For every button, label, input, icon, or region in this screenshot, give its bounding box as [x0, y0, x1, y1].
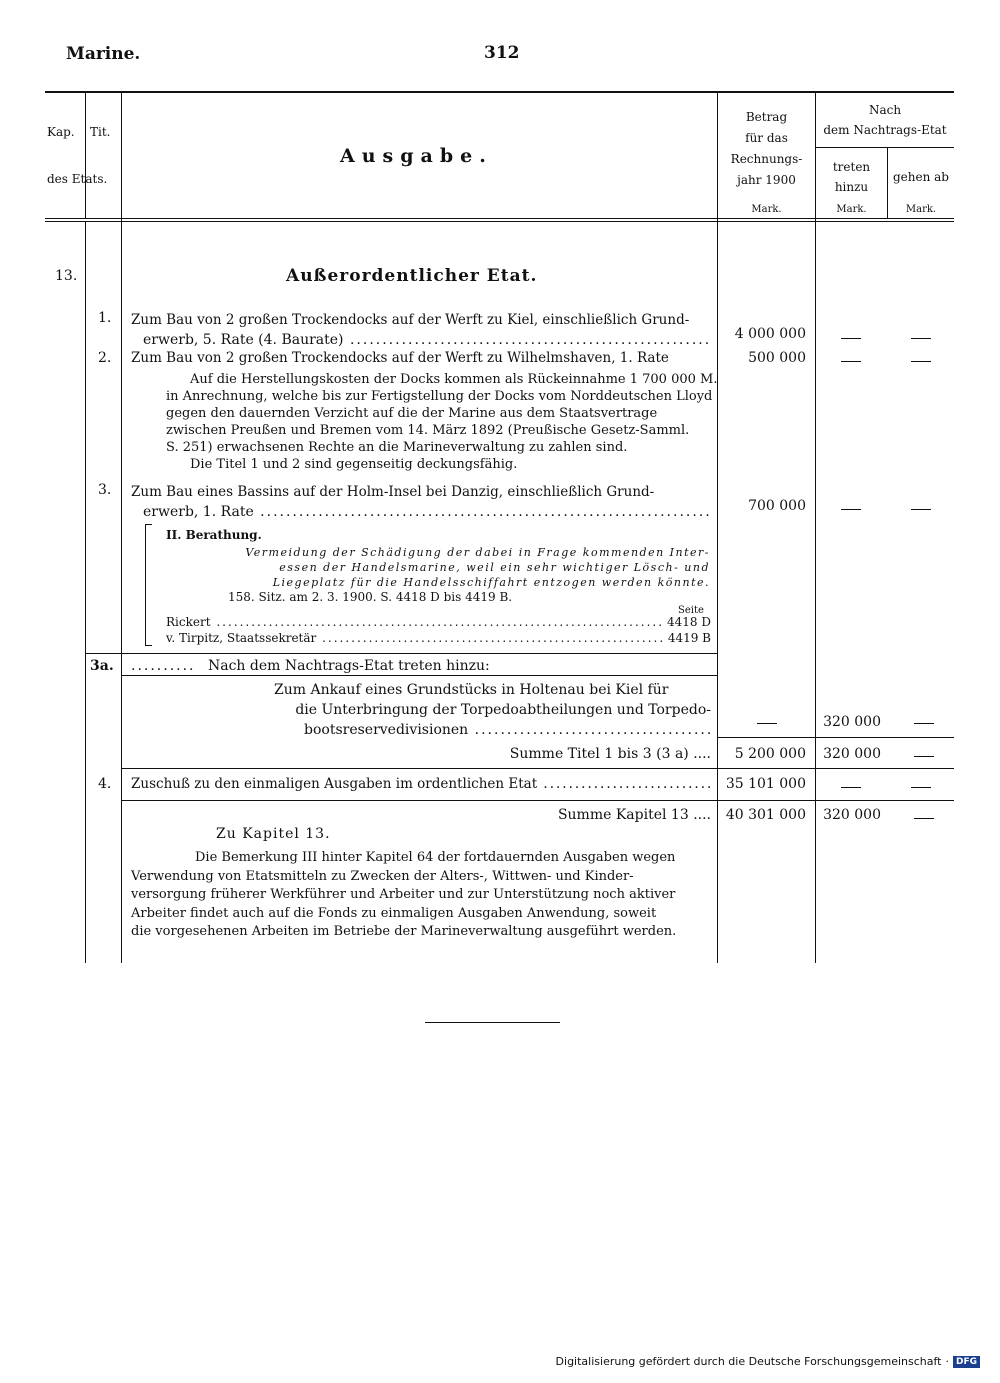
header-des-etats: des Etats. [47, 172, 108, 186]
row-rule [121, 768, 954, 769]
header-betrag-line: Betrag [745, 110, 788, 124]
item-3a-treten: 320 000 [823, 714, 881, 730]
vline-text-betrag [717, 93, 718, 963]
item-amount: 700 000 [748, 498, 806, 514]
item-4-amount: 35 101 000 [725, 776, 806, 792]
speaker-list [166, 614, 711, 646]
zu-kapitel-line: Die Bemerkung III hinter Kapitel 64 der fortdauernden Ausgaben wegen [195, 850, 676, 865]
dash [911, 509, 931, 510]
section-title: Außerordentlicher Etat. [286, 266, 538, 286]
item-line-leader [131, 502, 711, 522]
running-head: Marine. [66, 44, 141, 64]
speaker-row [166, 614, 711, 630]
item-3a-line: bootsreservedivisionen [304, 722, 469, 738]
zu-kapitel-line: versorgung früherer Werkführer und Arbeiter und zur Unterstützung noch aktiver [131, 887, 676, 902]
item-4-text: Zuschuß zu den einmaligen Ausgaben im ordentlichen Etat [131, 776, 538, 792]
zu-kapitel-line: die vorgesehenen Arbeiten im Betriebe der Marineverwaltung ausgeführt werden. [131, 924, 677, 939]
item-amount: 4 000 000 [734, 326, 806, 342]
item-4-text-wrap [131, 776, 711, 792]
note-line: in Anrechnung, welche bis zur Fertigstellung der Docks vom Norddeutschen Lloyd [166, 389, 713, 404]
intro-dots: .......... [131, 658, 196, 674]
zu-kapitel-line: Arbeiter findet auch auf die Fonds zu einmaligen Ausgaben Anwendung, soweit [131, 905, 657, 921]
seite-label: Seite [678, 605, 704, 616]
dfg-logo-icon: DFG [953, 1356, 980, 1368]
item-3a-intro [131, 658, 490, 674]
note-line: S. 251) erwachsenen Rechte an die Marineverwaltung zu zahlen sind. [166, 440, 628, 455]
berathung-line: Liegeplatz für die Handelsschiffahrt entzogen werden könnte. [272, 576, 710, 589]
dash [911, 338, 931, 339]
berathung-heading: II. Berathung. [166, 528, 262, 542]
header-betrag [718, 107, 815, 191]
end-rule [425, 1022, 560, 1023]
vline-betrag-nach [815, 93, 816, 963]
item-tit: 1. [98, 310, 112, 326]
item-amount: 500 000 [748, 350, 806, 366]
page-number: 312 [484, 43, 520, 63]
item-line: Zum Bau von 2 großen Trockendocks auf der Werft zu Kiel, einschließlich Grund- [131, 312, 690, 328]
header-treten-mark: Mark. [836, 204, 867, 215]
item-notes [166, 371, 718, 473]
kapitel-number: 13. [55, 268, 78, 284]
dash [841, 338, 861, 339]
header-betrag-line: Rechnungs- [730, 152, 803, 166]
vline-kap-tit [85, 93, 86, 218]
row-rule [85, 653, 717, 654]
header-betrag-mark: Mark. [751, 204, 782, 215]
vline-tit-text [121, 93, 122, 963]
summe-1-3a-label: Summe Titel 1 bis 3 (3 a) .... [509, 746, 711, 762]
item-3a-lines [240, 680, 711, 740]
item-line-leader [131, 330, 711, 350]
berathung-bracket [145, 524, 152, 646]
berathung-sitzung: 158. Sitz. am 2. 3. 1900. S. 4418 D bis 4419 B. [228, 590, 513, 604]
summe-1-3a-treten: 320 000 [823, 746, 881, 762]
header-bottom-rule [45, 218, 954, 219]
item-4-tit: 4. [98, 776, 112, 792]
item-line: erwerb, 5. Rate (4. Baurate) [143, 332, 344, 348]
item-text [131, 482, 711, 522]
dash [914, 723, 934, 724]
item-3a-intro-text: Nach dem Nachtrags-Etat treten hinzu: [207, 658, 490, 674]
berathung-line: Vermeidung der Schädigung der dabei in Frage kommenden Inter- [245, 546, 710, 559]
dash [911, 361, 931, 362]
item-line: Zum Bau eines Bassins auf der Holm-Insel bei Danzig, einschließlich Grund- [131, 484, 655, 500]
nach-rule [815, 147, 954, 148]
dash [914, 818, 934, 819]
footer [556, 1355, 980, 1368]
dash [911, 787, 931, 788]
speaker-page: 4418 D [667, 615, 711, 629]
item-text: Zum Bau von 2 großen Trockendocks auf der Werft zu Wilhelmshaven, 1. Rate [131, 350, 669, 366]
summe-kap-label: Summe Kapitel 13 .... [557, 807, 711, 823]
header-kap: Kap. [47, 125, 75, 139]
speaker-name-wrap [166, 614, 663, 630]
header-nach-line: Nach [868, 103, 902, 117]
header-betrag-line: für das [745, 131, 788, 145]
header-ausgabe: Ausgabe. [340, 145, 493, 167]
item-line: erwerb, 1. Rate [143, 504, 254, 520]
item-3a-tit: 3a. [90, 658, 114, 674]
note-line: zwischen Preußen und Bremen vom 14. März 1892 (Preußische Gesetz-Samml. [166, 423, 690, 438]
berathung-text [240, 545, 710, 590]
header-betrag-line: jahr 1900 [737, 173, 796, 187]
dash [841, 361, 861, 362]
summe-1-3a-amount: 5 200 000 [734, 746, 806, 762]
top-rule [45, 91, 954, 93]
dash [841, 787, 861, 788]
zu-kapitel-heading: Zu Kapitel 13. [216, 826, 331, 842]
zu-kapitel-line: Verwendung von Etatsmitteln zu Zwecken der Alters-, Wittwen- und Kinder- [131, 868, 634, 884]
speaker-name: v. Tirpitz, Staatssekretär [166, 631, 317, 645]
item-tit: 2. [98, 350, 112, 366]
note-line: gegen den dauernden Verzicht auf die der Marine aus dem Staatsvertrage [166, 406, 658, 421]
footer-text: Digitalisierung gefördert durch die Deutsche Forschungsgemeinschaft [555, 1355, 942, 1368]
sum-rule [121, 800, 954, 801]
dash [914, 756, 934, 757]
berathung-line: essen der Handelsmarine, weil ein sehr wichtiger Lösch- und [279, 561, 710, 574]
header-treten-line: hinzu [834, 180, 869, 194]
header-gehen-ab: gehen ab [893, 170, 949, 184]
footer-separator: · [945, 1355, 949, 1368]
item-3a-line-leader [240, 720, 711, 740]
speaker-page: 4419 B [667, 631, 711, 645]
summe-kap-amount: 40 301 000 [725, 807, 806, 823]
header-treten-line: treten [832, 160, 871, 174]
header-second-rule [45, 221, 954, 222]
note-line: Die Titel 1 und 2 sind gegenseitig deckungsfähig. [190, 457, 518, 472]
item-3a-line: Zum Ankauf eines Grundstücks in Holtenau bei Kiel für [274, 682, 669, 698]
vline-tit-body [85, 221, 86, 963]
header-nach [816, 100, 954, 140]
item-text [131, 310, 711, 350]
header-nach-line: dem Nachtrags-Etat [823, 123, 947, 137]
dash [757, 723, 777, 724]
item-3a-line: die Unterbringung der Torpedoabtheilungen und Torpedo- [295, 702, 711, 718]
speaker-row [166, 630, 711, 646]
header-gehen-mark: Mark. [905, 204, 937, 215]
dash [841, 509, 861, 510]
row-rule-3a-right [121, 675, 717, 676]
zu-kapitel-text [131, 849, 711, 942]
summe-kap-treten: 320 000 [823, 807, 881, 823]
sum-rule [717, 737, 954, 738]
speaker-name: Rickert [166, 615, 211, 629]
note-line: Auf die Herstellungskosten der Docks kommen als Rückeinnahme 1 700 000 M. [190, 372, 718, 387]
item-tit: 3. [98, 482, 112, 498]
speaker-name-wrap [166, 630, 664, 646]
header-tit: Tit. [90, 125, 111, 139]
header-treten [816, 157, 887, 197]
